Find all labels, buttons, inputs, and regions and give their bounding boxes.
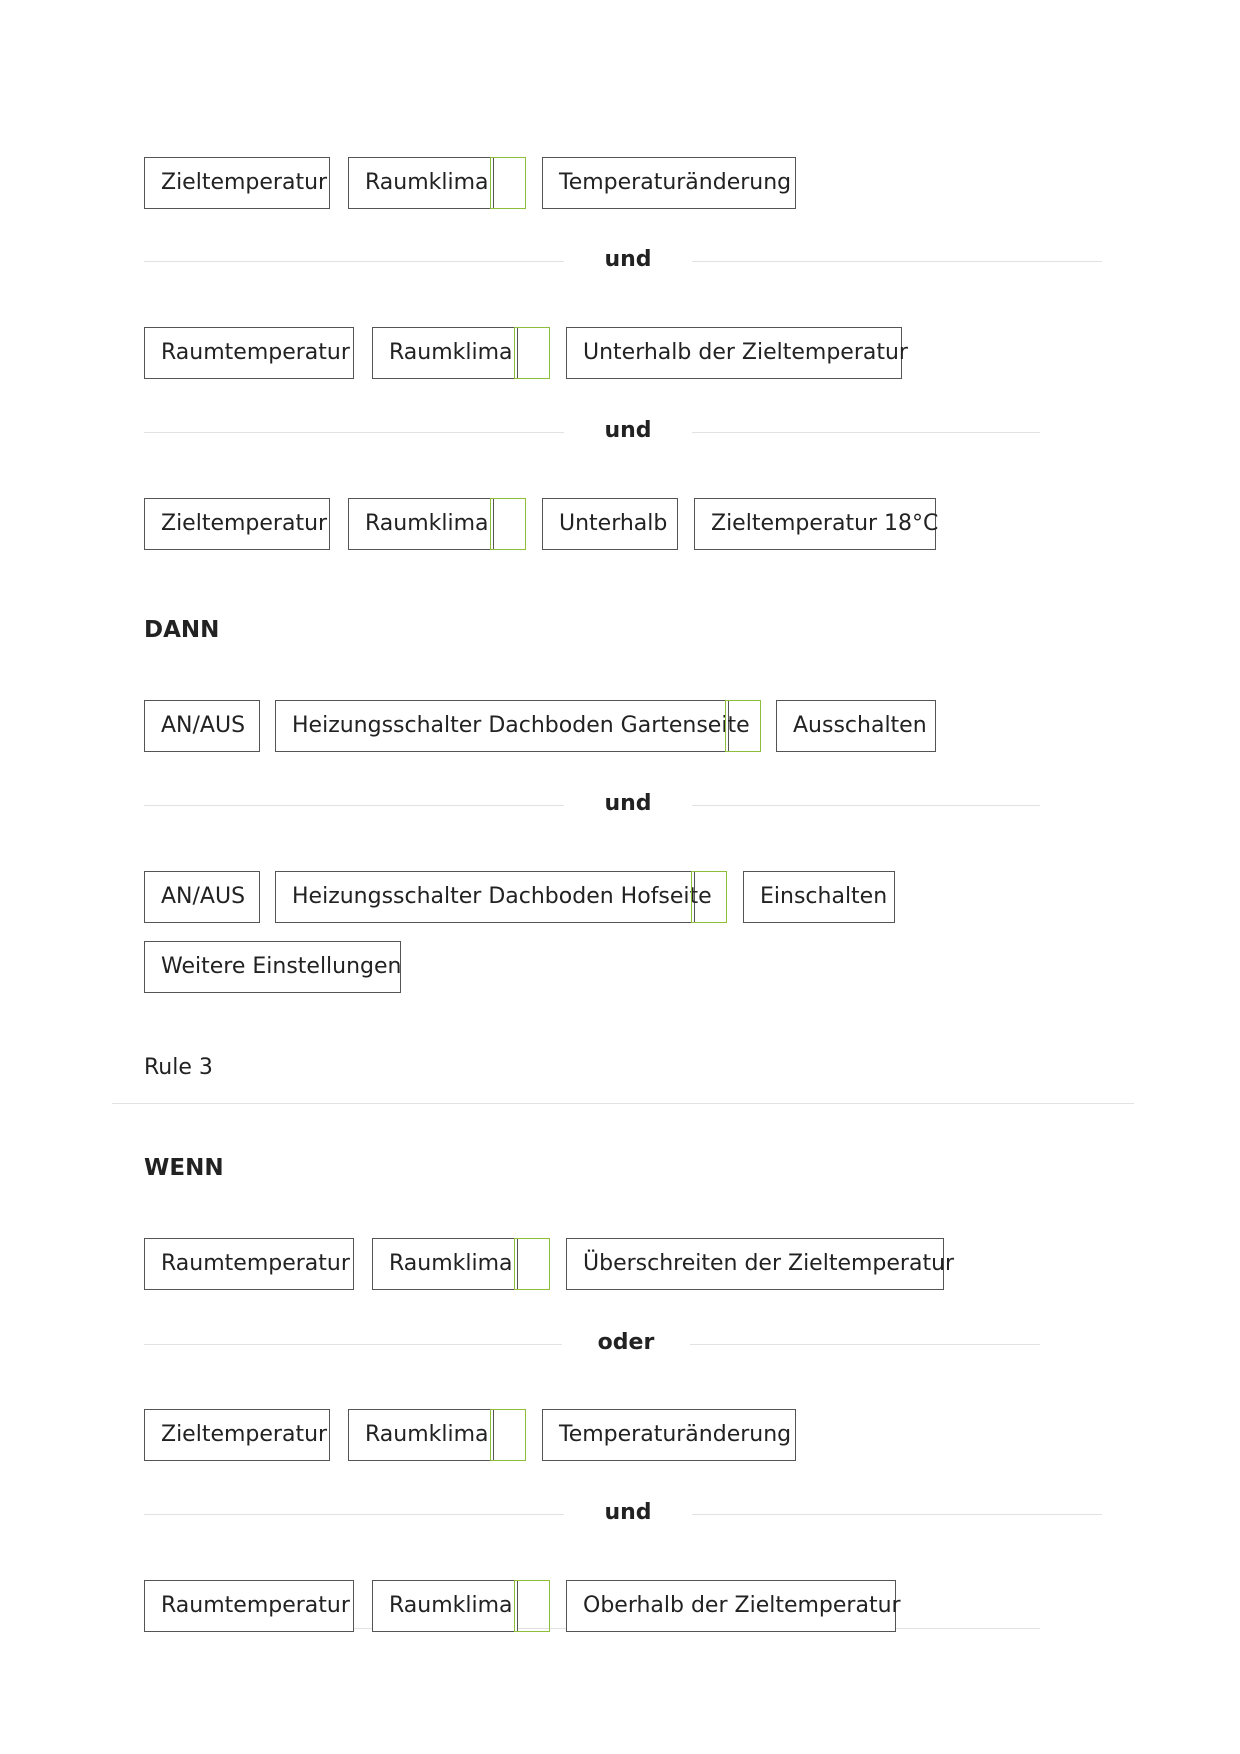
device-dropdown-toggle[interactable]: [490, 157, 526, 209]
device-select[interactable]: Raumklima: [372, 1238, 518, 1290]
device-select[interactable]: Raumklima: [372, 1580, 518, 1632]
value-select[interactable]: Zieltemperatur 18°C: [694, 498, 936, 550]
device-dropdown-toggle[interactable]: [514, 1580, 550, 1632]
action-value-select[interactable]: Einschalten: [743, 871, 895, 923]
action-type-select[interactable]: AN/AUS: [144, 700, 260, 752]
device-select[interactable]: Raumklima: [348, 1409, 494, 1461]
rule-title: Rule 3: [144, 1055, 213, 1080]
action-type-select[interactable]: AN/AUS: [144, 871, 260, 923]
device-select[interactable]: Raumklima: [348, 498, 494, 550]
device-select[interactable]: Raumklima: [348, 157, 494, 209]
action-device-select[interactable]: Heizungsschalter Dachboden Hofseite: [275, 871, 695, 923]
logic-connector[interactable]: und: [564, 1499, 692, 1527]
value-select[interactable]: Oberhalb der Zieltemperatur: [566, 1580, 896, 1632]
logic-connector[interactable]: und: [564, 417, 692, 445]
value-select[interactable]: Temperaturänderung: [542, 157, 796, 209]
more-settings-button[interactable]: Weitere Einstellungen: [144, 941, 401, 993]
then-heading: DANN: [144, 617, 220, 643]
value-select[interactable]: Temperaturänderung: [542, 1409, 796, 1461]
rule-separator: [112, 1103, 1134, 1104]
value-select[interactable]: Überschreiten der Zieltemperatur: [566, 1238, 944, 1290]
field-select[interactable]: Raumtemperatur: [144, 327, 354, 379]
if-heading: WENN: [144, 1155, 224, 1181]
logic-connector[interactable]: und: [564, 790, 692, 818]
device-dropdown-toggle[interactable]: [691, 871, 727, 923]
field-select[interactable]: Raumtemperatur: [144, 1238, 354, 1290]
action-value-select[interactable]: Ausschalten: [776, 700, 936, 752]
field-select[interactable]: Zieltemperatur: [144, 157, 330, 209]
device-select[interactable]: Raumklima: [372, 327, 518, 379]
field-select[interactable]: Raumtemperatur: [144, 1580, 354, 1632]
field-select[interactable]: Zieltemperatur: [144, 1409, 330, 1461]
value-select[interactable]: Unterhalb der Zieltemperatur: [566, 327, 902, 379]
logic-connector[interactable]: und: [564, 246, 692, 274]
logic-connector[interactable]: oder: [562, 1329, 690, 1357]
device-dropdown-toggle[interactable]: [490, 1409, 526, 1461]
device-dropdown-toggle[interactable]: [514, 327, 550, 379]
operator-select[interactable]: Unterhalb: [542, 498, 678, 550]
device-dropdown-toggle[interactable]: [725, 700, 761, 752]
action-device-select[interactable]: Heizungsschalter Dachboden Gartenseite: [275, 700, 729, 752]
device-dropdown-toggle[interactable]: [490, 498, 526, 550]
field-select[interactable]: Zieltemperatur: [144, 498, 330, 550]
device-dropdown-toggle[interactable]: [514, 1238, 550, 1290]
